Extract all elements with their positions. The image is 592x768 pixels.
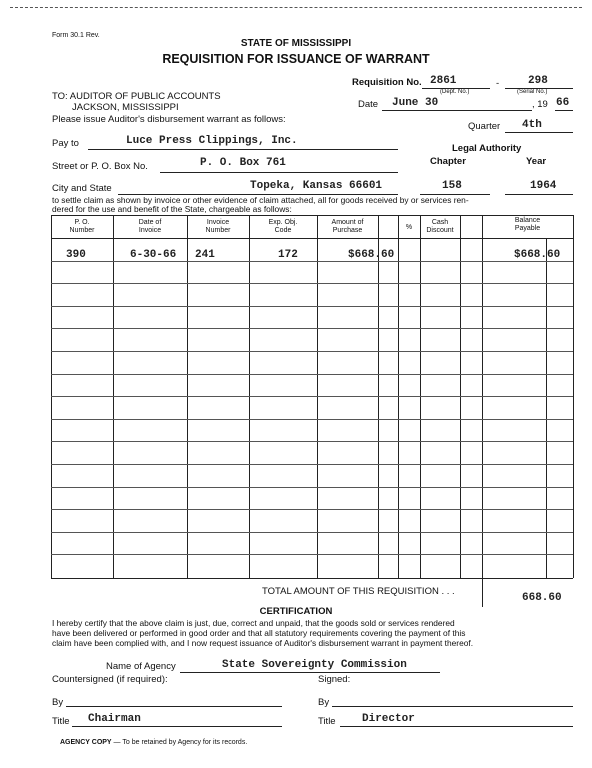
table-row-rule (51, 487, 573, 488)
signed-label: Signed: (318, 674, 351, 685)
cell-balance: $668.60 (514, 249, 561, 261)
title-line-2 (340, 726, 573, 727)
cell-invoice: 241 (195, 249, 215, 261)
title-label-2: Title (318, 716, 336, 727)
certification-text-1: I hereby certify that the above claim is just, due, correct and unpaid, that the goods sold or services rendered (52, 618, 455, 628)
table-top-rule (51, 215, 573, 216)
title-value-1: Chairman (88, 713, 141, 725)
agency-line (180, 672, 440, 673)
certification-text-2: have been delivered or performed in good order and that all statutory requirements covering the payment of this (52, 628, 466, 638)
table-row-rule (51, 554, 573, 555)
settle-text-1: to settle claim as shown by invoice or other evidence of claim attached, all for goods received by or services ren- (52, 195, 469, 205)
by-label-1: By (52, 697, 64, 708)
cell-date: 6-30-66 (130, 249, 177, 261)
quarter-line (505, 132, 573, 133)
pay-to-label: Pay to (52, 138, 79, 149)
street-line (160, 172, 398, 173)
cell-po: 390 (66, 249, 86, 261)
total-label: TOTAL AMOUNT OF THIS REQUISITION . . . (262, 586, 455, 597)
settle-text-2: dered for the use and benefit of the State, chargeable as follows: (52, 204, 292, 214)
year-label: Year (526, 156, 547, 167)
footer-note (60, 739, 247, 746)
chapter-label: Chapter (430, 156, 466, 167)
please-issue-text: Please issue Auditor's disbursement warrant as follows: (52, 114, 286, 125)
by-line-2 (332, 706, 573, 707)
header-date: Date of Invoice (138, 219, 162, 234)
date-century: , 19 (532, 99, 548, 110)
certification-title: CERTIFICATION (259, 606, 333, 617)
table-row-rule (51, 374, 573, 375)
col-line-9 (482, 215, 483, 607)
to-line-1: TO: AUDITOR OF PUBLIC ACCOUNTS (52, 91, 221, 102)
table-row-rule (51, 509, 573, 510)
year-value: 1964 (530, 180, 557, 192)
pay-to-value: Luce Press Clippings, Inc. (126, 135, 298, 147)
table-row-rule (51, 419, 573, 420)
date-year: 66 (556, 97, 570, 109)
total-value: 668.60 (522, 592, 562, 604)
table-row-rule (51, 328, 573, 329)
serial-no-caption: (Serial No.) (517, 89, 548, 95)
header-discount: Cash Discount (426, 219, 454, 234)
table-row-rule (51, 261, 573, 262)
table-row-rule (51, 441, 573, 442)
agency-value: State Sovereignty Commission (222, 659, 407, 671)
header-invoice: Invoice Number (205, 219, 231, 234)
dept-no-caption: (Dept. No.) (440, 89, 470, 95)
table-row-rule (51, 351, 573, 352)
header-code: Exp. Obj. Code (268, 219, 298, 234)
header-percent: % (405, 224, 413, 231)
table-row-rule (51, 532, 573, 533)
city-value: Topeka, Kansas 66601 (250, 180, 383, 192)
by-label-2: By (318, 697, 330, 708)
title-line-1 (72, 726, 282, 727)
top-border (10, 7, 582, 8)
table-row-rule (51, 464, 573, 465)
year-line (555, 110, 573, 111)
header-balance: Balance Payable (514, 217, 541, 232)
street-value: P. O. Box 761 (200, 157, 286, 169)
agency-label: Name of Agency (106, 661, 176, 672)
header-po: P. O. Number (69, 219, 95, 234)
footer-bold: AGENCY COPY (60, 739, 112, 746)
requisition-label: Requisition No. (352, 77, 422, 88)
city-label: City and State (52, 183, 112, 194)
quarter-label: Quarter (468, 121, 501, 132)
title-label-1: Title (52, 716, 70, 727)
date-value: June 30 (392, 97, 439, 109)
table-bottom-rule (51, 578, 573, 579)
form-title: REQUISITION FOR ISSUANCE OF WARRANT (162, 52, 430, 66)
table-header-rule (51, 238, 573, 239)
form-number: Form 30.1 Rev. (52, 32, 100, 39)
to-line-2: JACKSON, MISSISSIPPI (72, 102, 179, 113)
table-row-rule (51, 306, 573, 307)
quarter-value: 4th (522, 119, 542, 131)
certification-text-3: claim have been complied with, and I now request issuance of Auditor's disbursement warrant in payment thereof. (52, 638, 474, 648)
year-value-line (505, 194, 573, 195)
serial-no-value: 298 (528, 75, 548, 87)
cell-code: 172 (278, 249, 298, 261)
dept-no-value: 2861 (430, 75, 457, 87)
table-row-rule (51, 283, 573, 284)
title-value-2: Director (362, 713, 415, 725)
chapter-value: 158 (442, 180, 462, 192)
footer-rest: — To be retained by Agency for its records. (111, 739, 248, 746)
street-label: Street or P. O. Box No. (52, 161, 148, 172)
pay-to-line (88, 149, 398, 150)
date-line (382, 110, 532, 111)
table-row-rule (51, 396, 573, 397)
requisition-dash: - (496, 78, 500, 89)
date-label: Date (358, 99, 379, 110)
col-line-10 (546, 238, 547, 578)
header-amount: Amount of Purchase (331, 219, 364, 234)
state-heading: STATE OF MISSISSIPPI (240, 38, 352, 49)
col-line-11 (573, 215, 574, 578)
cell-amount: $668.60 (348, 249, 395, 261)
by-line-1 (66, 706, 282, 707)
legal-authority-label: Legal Authority (452, 143, 522, 154)
countersigned-label: Countersigned (if required): (52, 674, 168, 685)
